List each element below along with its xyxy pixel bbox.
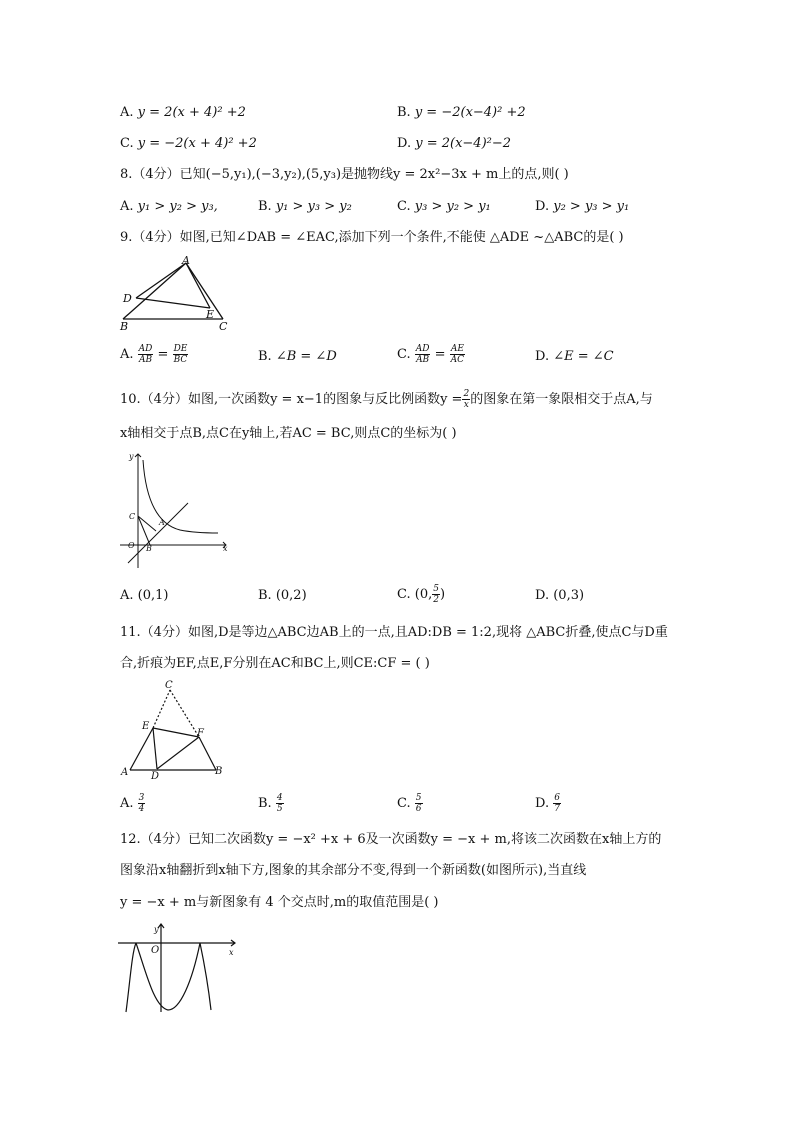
fraction: $\frac{3}{4}$ bbox=[138, 793, 145, 814]
q7-option-c[interactable]: C. y = −2(x + 4)² +2 bbox=[120, 136, 257, 151]
q12-label-y: y bbox=[154, 925, 159, 934]
q11-label-a: A bbox=[121, 767, 129, 778]
q9-label-a: A bbox=[182, 254, 190, 267]
q10-label-a: A bbox=[159, 518, 165, 527]
q11-stem-line1: 11.（4分）如图,D是等边△ABC边AB上的一点,且AD:DB = 1:2,现将 △ABC折叠,使点C与D重 bbox=[120, 625, 668, 640]
q9-label-b: B bbox=[120, 320, 129, 333]
q12-graph-figure bbox=[118, 922, 248, 1017]
fraction: $\frac{6}{7}$ bbox=[554, 793, 560, 814]
q8-stem: 8.（4分）已知(−5,y₁),(−3,y₂),(5,y₃)是抛物线y = 2x²−3x + m上的点,则( ) bbox=[120, 167, 569, 182]
fraction: $\frac{AD}{AB}$ bbox=[138, 344, 153, 365]
q7-option-d[interactable]: D. y = 2(x−4)²−2 bbox=[397, 136, 512, 151]
q7-option-a[interactable]: A. y = 2(x + 4)² +2 bbox=[120, 105, 246, 120]
q7-option-b[interactable]: B. y = −2(x−4)² +2 bbox=[397, 105, 526, 120]
fraction: $\frac{5}{6}$ bbox=[415, 793, 422, 814]
q9-triangle-figure bbox=[116, 256, 236, 336]
q11-stem-line2: 合,折痕为EF,点E,F分别在AC和BC上,则CE:CF = ( ) bbox=[120, 656, 430, 671]
fraction: $\frac{AD}{AB}$ bbox=[415, 344, 430, 365]
q9-option-b[interactable]: B. ∠B = ∠D bbox=[258, 349, 337, 364]
q10-option-a[interactable]: A. (0,1) bbox=[120, 588, 169, 603]
q9-option-a[interactable]: A. $\frac{AD}{AB}$ = $\frac{DE}{BC}$ bbox=[120, 344, 188, 365]
fraction: $\frac{AE}{AC}$ bbox=[450, 344, 465, 365]
q8-option-a[interactable]: A. y₁ > y₂ > y₃, bbox=[120, 199, 218, 214]
q9-option-c[interactable]: C. $\frac{AD}{AB}$ = $\frac{AE}{AC}$ bbox=[397, 344, 465, 365]
q10-label-c: C bbox=[129, 512, 136, 521]
q12-label-o: O bbox=[151, 945, 160, 956]
q10-label-x: x bbox=[223, 544, 228, 553]
fraction: $\frac{5}{2}$ bbox=[433, 584, 439, 605]
q10-label-b: B bbox=[146, 544, 152, 553]
q10-option-c[interactable]: C. (0, $\frac{5}{2}$ ) bbox=[397, 584, 446, 605]
fraction: $\frac{4}{5}$ bbox=[276, 793, 283, 814]
q11-label-b: B bbox=[215, 766, 223, 777]
q11-label-d: D bbox=[151, 771, 160, 782]
q11-option-d[interactable]: D. $\frac{6}{7}$ bbox=[535, 793, 560, 814]
q11-option-c[interactable]: C. $\frac{5}{6}$ bbox=[397, 793, 422, 814]
q10-label-o: O bbox=[128, 541, 135, 550]
q8-option-c[interactable]: C. y₃ > y₂ > y₁ bbox=[397, 199, 491, 214]
q8-option-b[interactable]: B. y₁ > y₃ > y₂ bbox=[258, 199, 352, 214]
q9-stem: 9.（4分）如图,已知∠DAB = ∠EAC,添加下列一个条件,不能使 △ADE ~△ABC的是( ) bbox=[120, 230, 624, 245]
q11-fold-figure bbox=[118, 678, 230, 782]
q9-label-e: E bbox=[206, 308, 215, 321]
q12-stem-line2: 图象沿x轴翻折到x轴下方,图象的其余部分不变,得到一个新函数(如图所示),当直线 bbox=[120, 863, 587, 878]
q9-label-d: D bbox=[123, 292, 132, 305]
q10-stem-line1: 10.（4分）如图,一次函数y = x−1的图象与反比例函数y = $\frac{2}{x}$ 的图象在第一象限相交于点A,与 bbox=[120, 389, 653, 410]
fraction: $\frac{2}{x}$ bbox=[463, 389, 470, 410]
q11-option-a[interactable]: A. $\frac{3}{4}$ bbox=[120, 793, 145, 814]
q12-stem-line3: y = −x + m与新图象有 4 个交点时,m的取值范围是( ) bbox=[120, 895, 439, 910]
q11-label-e: E bbox=[142, 721, 150, 732]
q11-label-c: C bbox=[165, 680, 173, 691]
q11-label-f: F bbox=[197, 728, 204, 739]
q10-stem-line2: x轴相交于点B,点C在y轴上,若AC = BC,则点C的坐标为( ) bbox=[120, 426, 457, 441]
q12-stem-line1: 12.（4分）已知二次函数y = −x² +x + 6及一次函数y = −x + m,将该二次函数在x轴上方的 bbox=[120, 832, 662, 847]
q10-option-b[interactable]: B. (0,2) bbox=[258, 588, 307, 603]
q10-option-d[interactable]: D. (0,3) bbox=[535, 588, 585, 603]
fraction: $\frac{DE}{BC}$ bbox=[173, 344, 188, 365]
q8-option-d[interactable]: D. y₂ > y₃ > y₁ bbox=[535, 199, 630, 214]
q10-label-y: y bbox=[129, 452, 134, 461]
q11-option-b[interactable]: B. $\frac{4}{5}$ bbox=[258, 793, 283, 814]
q12-label-x: x bbox=[229, 948, 234, 957]
q9-option-d[interactable]: D. ∠E = ∠C bbox=[535, 349, 614, 364]
q10-graph-figure bbox=[120, 450, 240, 570]
q9-label-c: C bbox=[219, 320, 228, 333]
